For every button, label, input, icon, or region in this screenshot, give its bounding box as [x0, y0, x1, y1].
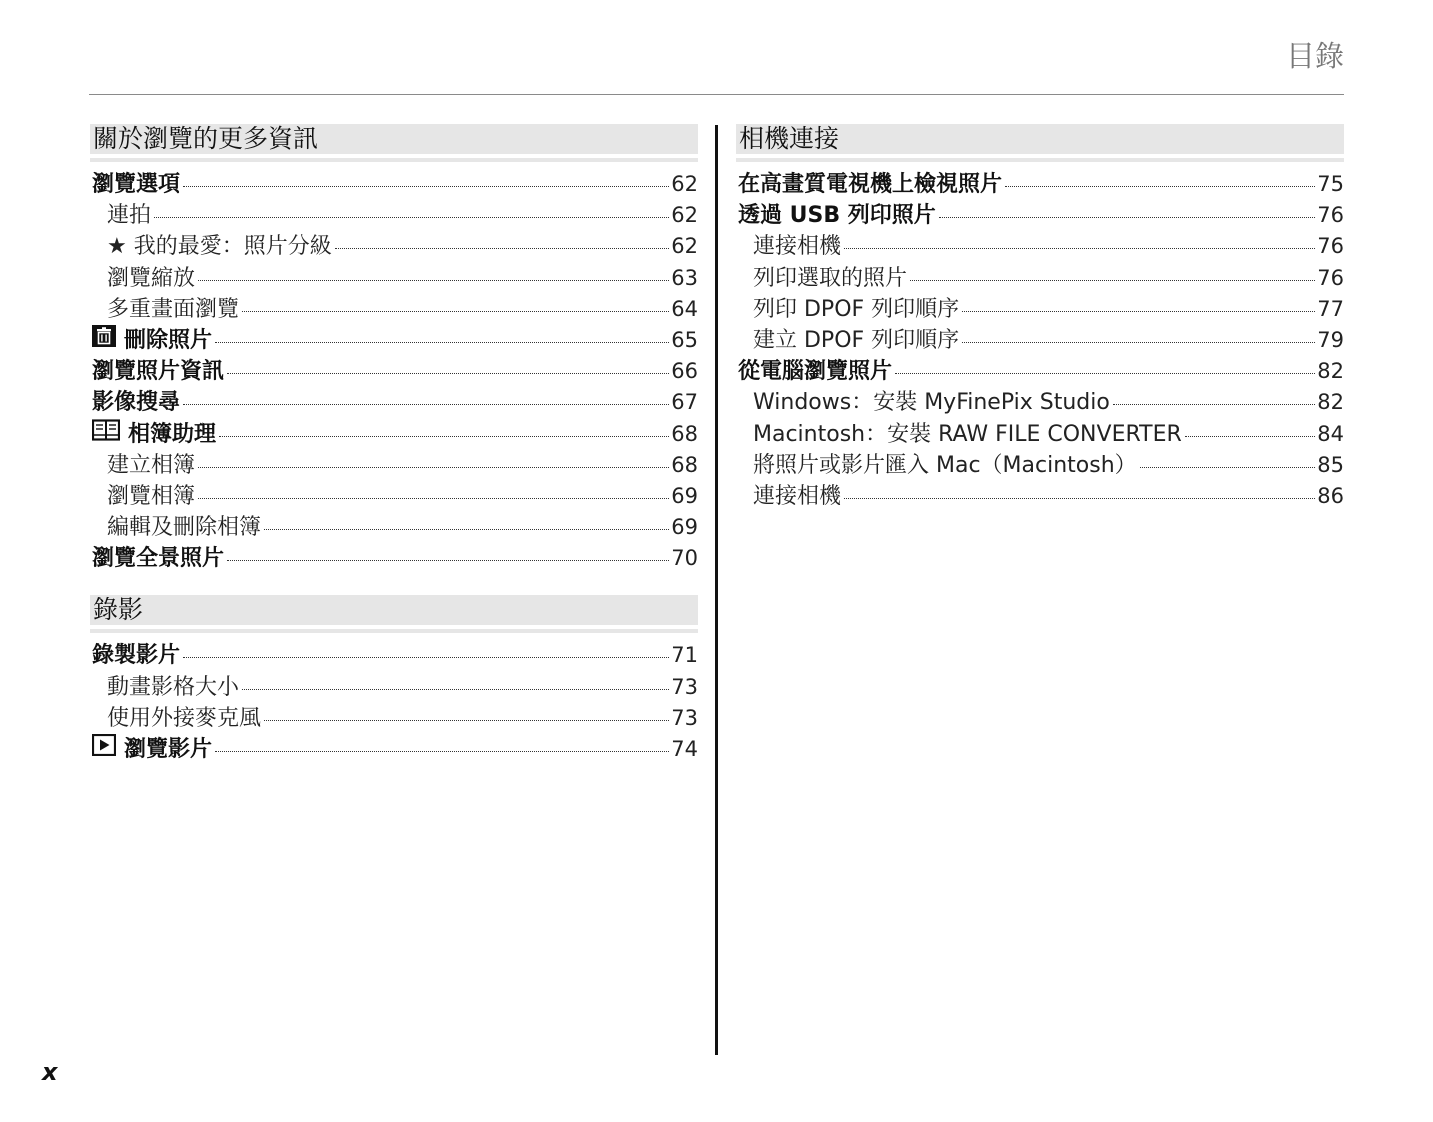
toc-entry-label: 瀏覽選項 [92, 172, 181, 197]
toc-entry[interactable] [90, 323, 698, 354]
toc-entry-list [736, 167, 1344, 510]
toc-entry[interactable] [90, 354, 698, 385]
toc-entry-label: 瀏覽相簿 [107, 483, 196, 509]
toc-entry[interactable] [736, 198, 1344, 229]
dot-leader [962, 311, 1315, 312]
toc-entry-page: 65 [671, 327, 698, 352]
toc-entry[interactable] [90, 670, 698, 701]
dot-leader [844, 498, 1315, 499]
dot-leader [198, 498, 669, 499]
toc-entry-page: 84 [1317, 421, 1344, 446]
dot-leader [215, 751, 669, 752]
dot-leader [1185, 436, 1315, 437]
toc-entry-label: 相簿助理 [128, 421, 217, 447]
dot-leader [264, 720, 669, 721]
toc-entry-label: 編輯及刪除相簿 [107, 515, 262, 541]
toc-entry-label: 將照片或影片匯入 Mac（Macintosh） [753, 452, 1137, 478]
toc-section [90, 124, 698, 572]
toc-entry-page: 68 [671, 421, 698, 446]
toc-right-column [736, 124, 1344, 533]
dot-leader [227, 373, 669, 374]
dot-leader [227, 560, 669, 561]
toc-entry-label: 影像搜尋 [92, 390, 181, 416]
toc-entry-label: 瀏覽全景照片 [92, 546, 225, 572]
toc-entry-label: 列印 DPOF 列印順序 [753, 296, 960, 322]
toc-entry-label: 建立相簿 [107, 452, 196, 478]
toc-entry-label: 列印選取的照片 [753, 265, 908, 291]
toc-entry[interactable] [90, 479, 698, 510]
toc-entry[interactable] [90, 448, 698, 479]
toc-entry[interactable] [90, 510, 698, 541]
section-title: 相機連接 [736, 124, 1344, 158]
dot-leader [264, 529, 669, 530]
toc-section [90, 595, 698, 763]
toc-entry-label: 使用外接麥克風 [107, 705, 262, 731]
dot-leader [939, 217, 1315, 218]
toc-entry[interactable] [736, 229, 1344, 260]
toc-entry[interactable] [736, 385, 1344, 416]
toc-entry-label: 多重畫面瀏覽 [107, 296, 240, 322]
toc-entry[interactable] [736, 354, 1344, 385]
toc-entry-label: 錄製影片 [92, 643, 181, 669]
dot-leader [242, 689, 669, 690]
toc-entry[interactable] [90, 638, 698, 669]
toc-entry-page: 69 [671, 515, 698, 540]
toc-entry-page: 82 [1317, 390, 1344, 415]
toc-entry-label: 在高畫質電視機上檢視照片 [738, 172, 1003, 197]
toc-entry-list [90, 167, 698, 572]
dot-leader [910, 280, 1315, 281]
dot-leader [215, 342, 669, 343]
toc-entry-page: 76 [1317, 203, 1344, 228]
toc-entry[interactable] [736, 167, 1344, 198]
dot-leader [962, 342, 1315, 343]
dot-leader [183, 186, 669, 187]
toc-entry-page: 85 [1317, 452, 1344, 477]
toc-entry-label: 瀏覽照片資訊 [92, 359, 225, 385]
toc-entry[interactable] [736, 292, 1344, 323]
toc-entry-page: 86 [1317, 483, 1344, 508]
toc-entry-page: 68 [671, 452, 698, 477]
toc-entry-page: 70 [671, 546, 698, 571]
column-divider [715, 125, 718, 1055]
trash-icon [92, 325, 116, 353]
toc-entry-label: 建立 DPOF 列印順序 [753, 327, 960, 353]
dot-leader [154, 217, 669, 218]
dot-leader [183, 404, 669, 405]
toc-entry[interactable] [90, 417, 698, 448]
toc-entry[interactable] [90, 167, 698, 198]
toc-entry-label: Macintosh：安裝 RAW FILE CONVERTER [753, 421, 1182, 447]
toc-entry-page: 67 [671, 390, 698, 415]
dot-leader [198, 280, 669, 281]
toc-entry-page: 73 [671, 674, 698, 699]
page-title: 目錄 [1285, 39, 1344, 73]
dot-leader [183, 657, 669, 658]
toc-entry-page: 69 [671, 483, 698, 508]
toc-entry[interactable] [736, 323, 1344, 354]
dot-leader [844, 248, 1315, 249]
toc-entry-page: 77 [1317, 296, 1344, 321]
dot-leader [1113, 404, 1315, 405]
toc-entry-page: 75 [1317, 172, 1344, 196]
toc-entry-page: 64 [671, 296, 698, 321]
toc-entry[interactable] [90, 261, 698, 292]
toc-entry-label: 連接相機 [753, 234, 842, 260]
dot-leader [895, 373, 1315, 374]
toc-entry-page: 62 [671, 203, 698, 228]
toc-entry[interactable] [90, 701, 698, 732]
toc-entry-page: 76 [1317, 234, 1344, 259]
toc-entry-page: 74 [671, 737, 698, 761]
toc-entry-page: 66 [671, 359, 698, 384]
toc-entry[interactable] [90, 292, 698, 323]
toc-left-column [90, 124, 698, 786]
toc-entry-page: 63 [671, 265, 698, 290]
toc-entry[interactable] [736, 417, 1344, 448]
toc-entry[interactable] [90, 732, 698, 763]
toc-entry-page: 82 [1317, 359, 1344, 384]
toc-entry-page: 62 [671, 172, 698, 196]
toc-entry-label: 透過 USB 列印照片 [738, 203, 936, 229]
toc-entry-page: 76 [1317, 265, 1344, 290]
toc-entry[interactable] [90, 541, 698, 572]
dot-leader [198, 467, 669, 468]
toc-entry-label: 動畫影格大小 [107, 674, 240, 700]
dot-leader [335, 248, 670, 249]
toc-entry[interactable] [90, 385, 698, 416]
toc-entry-label: 瀏覽縮放 [107, 265, 196, 291]
play-icon [92, 734, 116, 762]
dot-leader [242, 311, 669, 312]
header-divider [89, 94, 1344, 95]
toc-entry-page: 71 [671, 643, 698, 668]
toc-entry[interactable] [736, 448, 1344, 479]
toc-entry[interactable] [736, 261, 1344, 292]
toc-entry-page: 62 [671, 234, 698, 259]
toc-entry-page: 73 [671, 705, 698, 730]
book-icon [92, 419, 120, 447]
toc-entry[interactable] [90, 198, 698, 229]
page-marker: x [42, 1058, 58, 1086]
section-title: 關於瀏覽的更多資訊 [90, 124, 698, 158]
toc-entry-label: 刪除照片 [124, 327, 213, 353]
toc-entry-label: Windows：安裝 MyFinePix Studio [753, 390, 1110, 416]
toc-entry-label: 瀏覽影片 [124, 737, 213, 762]
toc-section [736, 124, 1344, 510]
toc-entry-page: 79 [1317, 327, 1344, 352]
toc-entry-label: 從電腦瀏覽照片 [738, 359, 893, 385]
dot-leader [219, 436, 669, 437]
section-title: 錄影 [90, 595, 698, 629]
toc-entry[interactable] [90, 229, 698, 260]
dot-leader [1005, 186, 1315, 187]
toc-entry-label: ★ 我的最愛：照片分級 [107, 234, 332, 260]
toc-entry-label: 連接相機 [753, 483, 842, 509]
dot-leader [1140, 467, 1316, 468]
toc-entry-list [90, 638, 698, 763]
toc-entry[interactable] [736, 479, 1344, 510]
toc-entry-label: 連拍 [107, 203, 152, 229]
